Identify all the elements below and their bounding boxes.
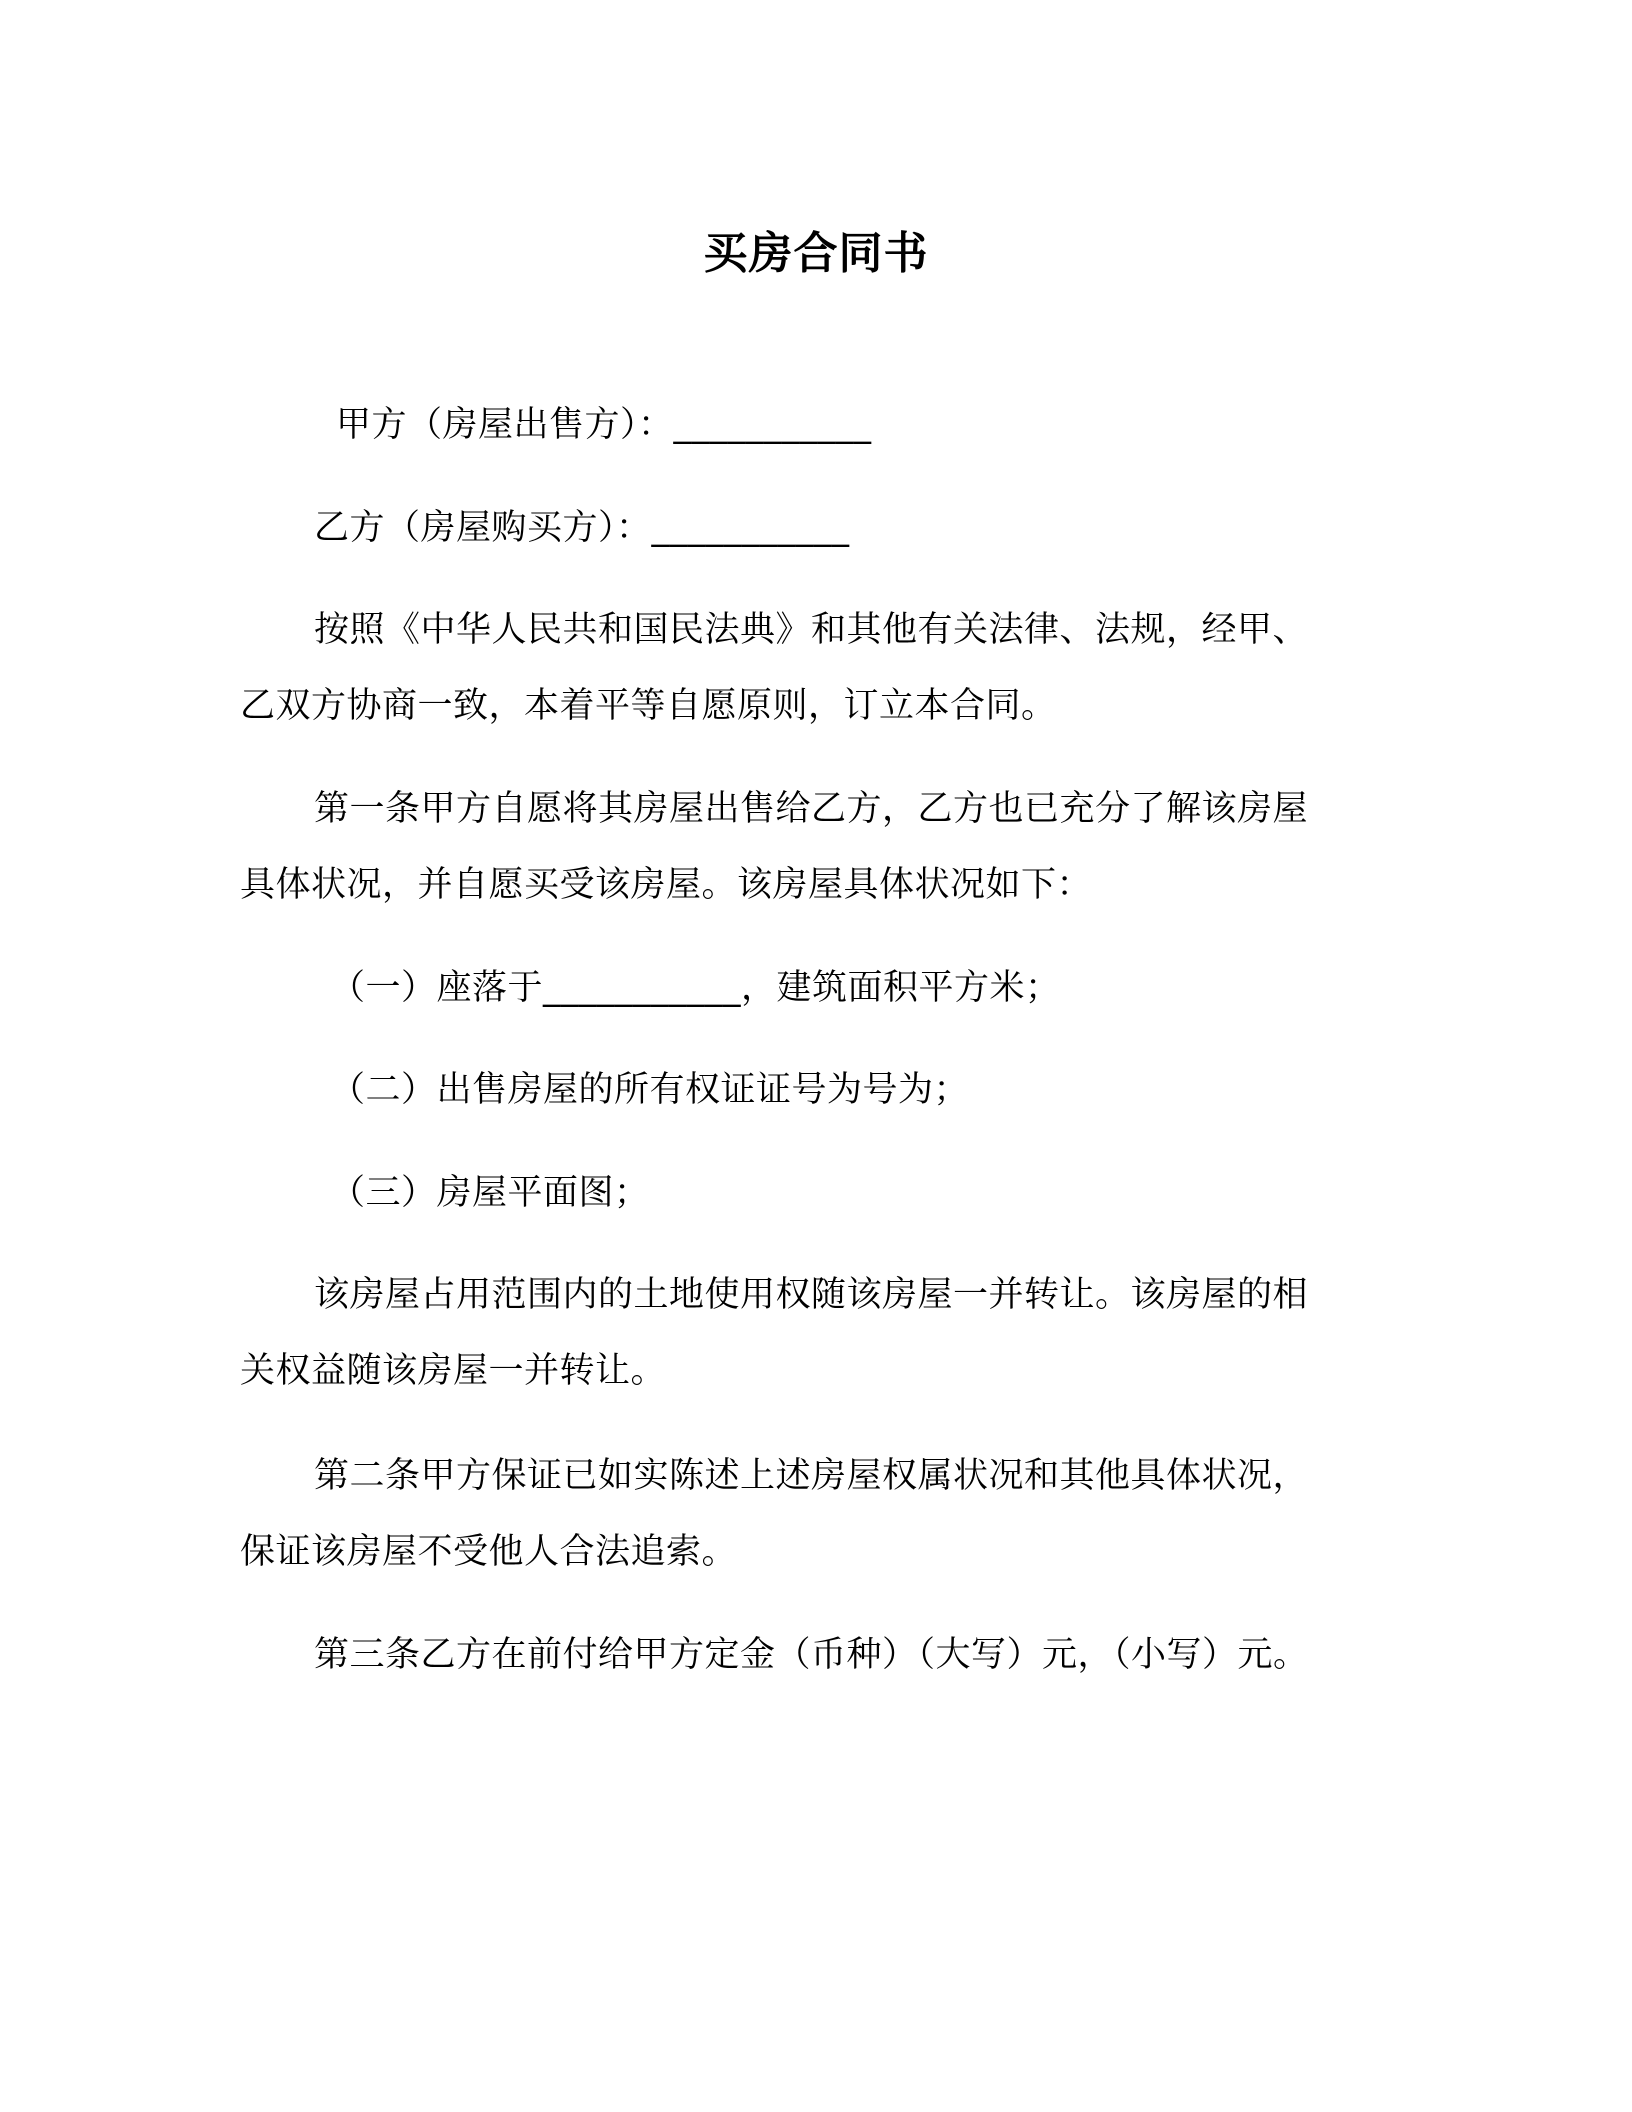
article-1-line-2: 具体状况，并自愿买受该房屋。该房屋具体状况如下： [240, 865, 1093, 905]
document-title: 买房合同书 [703, 228, 929, 279]
item-2-line: （二）出售房屋的所有权证证号为号为； [330, 1070, 970, 1110]
item-3-line: （三）房屋平面图； [330, 1173, 650, 1213]
item-1-line: （一）座落于___________，建筑面积平方米； [330, 968, 1061, 1008]
party-a-line: 甲方（房屋出售方）：___________ [336, 405, 872, 445]
party-b-line: 乙方（房屋购买方）：___________ [314, 508, 850, 548]
article-2-line-1: 第二条甲方保证已如实陈述上述房屋权属状况和其他具体状况， [314, 1456, 1309, 1496]
land-rights-line-1: 该房屋占用范围内的土地使用权随该房屋一并转让。该房屋的相 [314, 1275, 1309, 1315]
article-2-line-2: 保证该房屋不受他人合法追索。 [240, 1532, 738, 1572]
preamble-line-1: 按照《中华人民共和国民法典》和其他有关法律、法规，经甲、 [314, 610, 1309, 650]
land-rights-line-2: 关权益随该房屋一并转让。 [240, 1351, 667, 1391]
preamble-line-2: 乙双方协商一致，本着平等自愿原则，订立本合同。 [240, 686, 1057, 726]
article-1-line-1: 第一条甲方自愿将其房屋出售给乙方，乙方也已充分了解该房屋 [314, 789, 1309, 829]
article-3-line: 第三条乙方在前付给甲方定金（币种）（大写）元，（小写）元。 [314, 1635, 1309, 1675]
